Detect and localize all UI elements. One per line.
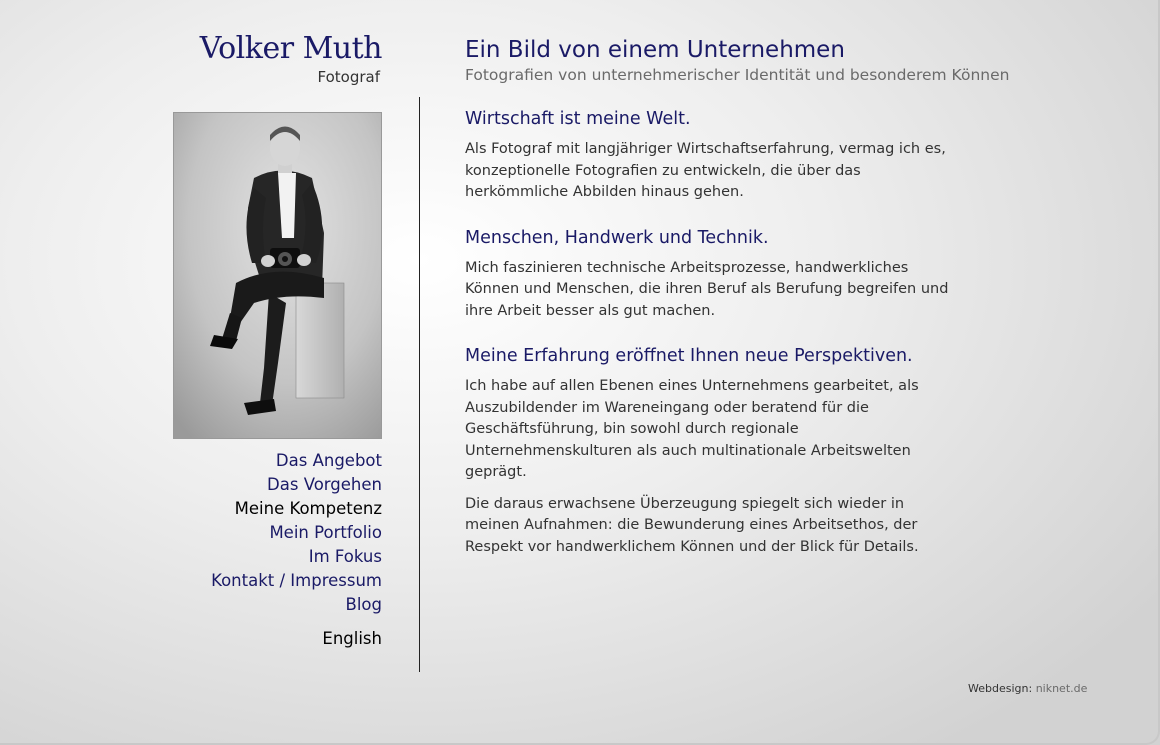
language-switch-english[interactable]: English [322,629,382,648]
section-paragraph: Ich habe auf allen Ebenen eines Unternehmens gearbeitet, als Auszubildender im Wareneingang oder beratend für die Geschäftsführung, bin sowohl durch regionale Unternehmenskulturen als auch multinationale Arbeitswelten geprägt. [465,378,919,480]
nav-item-vorgehen[interactable]: Das Vorgehen [267,475,382,494]
section-paragraph: Als Fotograf mit langjähriger Wirtschaftserfahrung, vermag ich es, konzeptionelle Fotografien zu entwickeln, die über das herkömmliche Abbilden hinaus gehen. [465,141,946,200]
footer-credit [968,682,1087,695]
column-divider [419,97,420,672]
section-heading: Menschen, Handwerk und Technik. [465,227,769,248]
nav-item-kompetenz[interactable]: Meine Kompetenz [234,499,382,518]
nav-item-blog[interactable]: Blog [345,595,382,614]
main-content [465,35,1025,580]
nav-item-kontakt[interactable]: Kontakt / Impressum [211,571,382,590]
section-paragraph: Die daraus erwachsene Überzeugung spiegelt sich wieder in meinen Aufnahmen: die Bewunderung eines Arbeitsethos, der Respekt vor handwerklichem Können und der Blick für Details. [465,495,919,555]
site-subtitle: Fotograf [317,68,380,86]
section-heading: Wirtschaft ist meine Welt. [465,109,691,129]
page-heading: Ein Bild von einem Unternehmen [465,37,845,63]
page-lead: Fotografien von unternehmerischer Identität und besonderem Können [465,66,1010,84]
site-header [200,30,382,86]
section-heading: Meine Erfahrung eröffnet Ihnen neue Perspektiven. [465,346,913,366]
nav-item-angebot[interactable]: Das Angebot [275,451,382,470]
nav-item-portfolio[interactable]: Mein Portfolio [269,523,382,542]
nav-item-fokus[interactable]: Im Fokus [308,547,382,566]
footer-webdesign-link[interactable]: niknet.de [1035,682,1088,695]
portrait-photo [173,112,382,439]
section-paragraph: Mich faszinieren technische Arbeitsprozesse, handwerkliches Können und Menschen, die ihren Beruf als Berufung begreifen und ihre Arbeit besser als gut machen. [465,259,949,319]
main-navigation [211,449,382,617]
site-title[interactable]: Volker Muth [199,31,382,66]
footer-label: Webdesign: [968,682,1033,695]
